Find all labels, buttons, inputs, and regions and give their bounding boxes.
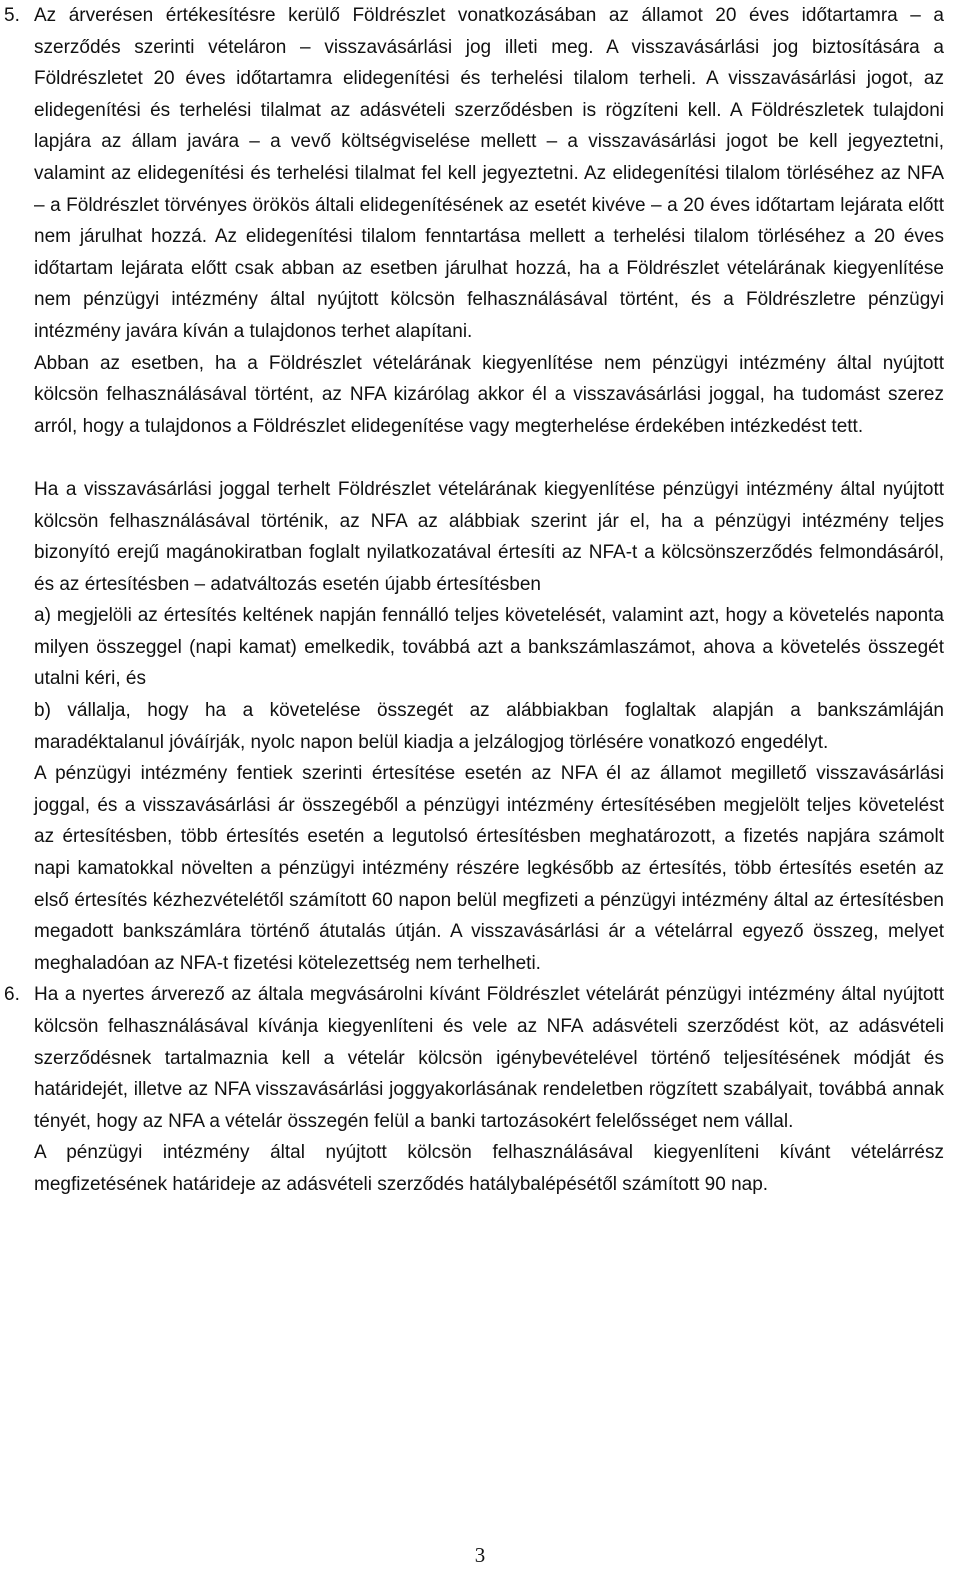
item-number: 5. [4,5,20,26]
paragraph: Az árverésen értékesítésre kerülő Földrészlet vonatkozásában az államot 20 éves időtartamra – a szerződés szerinti vételáron – visszavásárlási jog illeti meg. A visszavásárlási jog biztosítására a Földrészletet 20 éves időtartamra elidegenítési és terhelési tilalom terheli. A visszavásárlási jogot, az elidegenítési és terhelési tilalmat az adásvételi szerződésben is rögzíteni kell. A Földrészletek tulajdoni lapjára az állam javára – a vevő költségviselése mellett – a visszavásárlási jogot be kell jegyeztetni, valamint az elidegenítési és terhelési tilalmat fel kell jegyeztetni. Az elidegenítési tilalom törléséhez az NFA – a Földrészlet törvényes örökös általi elidegenítésének az esetét kivéve – a 20 éves időtartam lejárata előtt nem járulhat hozzá. Az elidegenítési tilalom fenntartása mellett a terhelési tilalom törléséhez a 20 éves időtartam lejárata előtt csak abban az esetben járulhat hozzá, ha a Földrészlet vételárának kiegyenlítése nem pénzügyi intézmény által nyújtott kölcsön felhasználásával történt, és a Földrészletre pénzügyi intézmény javára kíván a tulajdonos terhet alapítani. [34,5,944,342]
page-number: 3 [474,1543,486,1567]
list-item-5 [4,0,944,979]
paragraph: b) vállalja, hogy ha a követelése összegét az alábbiakban foglaltak alapján a bankszámláján maradéktalanul jóváírják, nyolc napon belül kiadja a jelzálogjog törlésére vonatkozó engedélyt. [34,700,944,753]
paragraph: a) megjelöli az értesítés keltének napján fennálló teljes követelését, valamint azt, hogy a követelés naponta milyen összeggel (napi kamat) emelkedik, továbbá azt a bankszámlaszámot, ahova a követelés összegét utalni kéri, és [34,605,944,690]
paragraph-spacer [34,442,944,474]
paragraph: Ha a visszavásárlási joggal terhelt Földrészlet vételárának kiegyenlítése pénzügyi intézmény által nyújtott kölcsön felhasználásával történik, az NFA az alábbiak szerint jár el, ha a pénzügyi intézmény teljes bizonyító erejű magánokiratban foglalt nyilatkozatával értesíti az NFA-t a kölcsönszerződés felmondásáról, és az értesítésben – adatváltozás esetén újabb értesítésben [34,478,944,595]
paragraph: Abban az esetben, ha a Földrészlet vételárának kiegyenlítése nem pénzügyi intézmény által nyújtott kölcsön felhasználásával történt, az NFA kizárólag akkor él a visszavásárlási joggal, ha tudomást szerez arról, hogy a tulajdonos a Földrészlet elidegenítése vagy megterhelése érdekében intézkedést tett. [34,352,944,437]
list-item-6 [4,979,944,1200]
paragraph: Ha a nyertes árverező az általa megvásárolni kívánt Földrészlet vételárát pénzügyi intézmény által nyújtott kölcsön felhasználásával kívánja kiegyenlíteni és vele az NFA adásvételi szerződést köt, az adásvételi szerződésnek tartalmaznia kell a vételár kölcsön igénybevételével történő teljesítésének módját és határidejét, illetve az NFA visszavásárlási joggyakorlásának rendeletben rögzített szabályait, továbbá annak tényét, hogy az NFA a vételár összegén felül a banki tartozásokért felelősséget nem vállal. [34,984,944,1132]
paragraph: A pénzügyi intézmény által nyújtott kölcsön felhasználásával kiegyenlíteni kívánt vételárrész megfizetésének határideje az adásvételi szerződés hatálybalépésétől számított 90 nap. [34,1142,944,1195]
paragraph: A pénzügyi intézmény fentiek szerinti értesítése esetén az NFA él az államot megillető visszavásárlási joggal, és a visszavásárlási ár összegéből a pénzügyi intézmény értesítésében megjelölt teljes követelést az értesítésben, több értesítés esetén a legutolsó értesítésben meghatározott, a fizetés napjára számolt napi kamatokkal növelten a pénzügyi intézmény részére legkésőbb az értesítés, több értesítés esetén az első értesítés kézhezvételétől számított 60 napon belül megfizeti a pénzügyi intézmény által az értesítésben megadott bankszámlára történő átutalás útján. A visszavásárlási ár a vételárral egyező összeg, melyet meghaladóan az NFA-t fizetési kötelezettség nem terhelheti. [34,763,944,974]
item-number: 6. [4,984,20,1006]
